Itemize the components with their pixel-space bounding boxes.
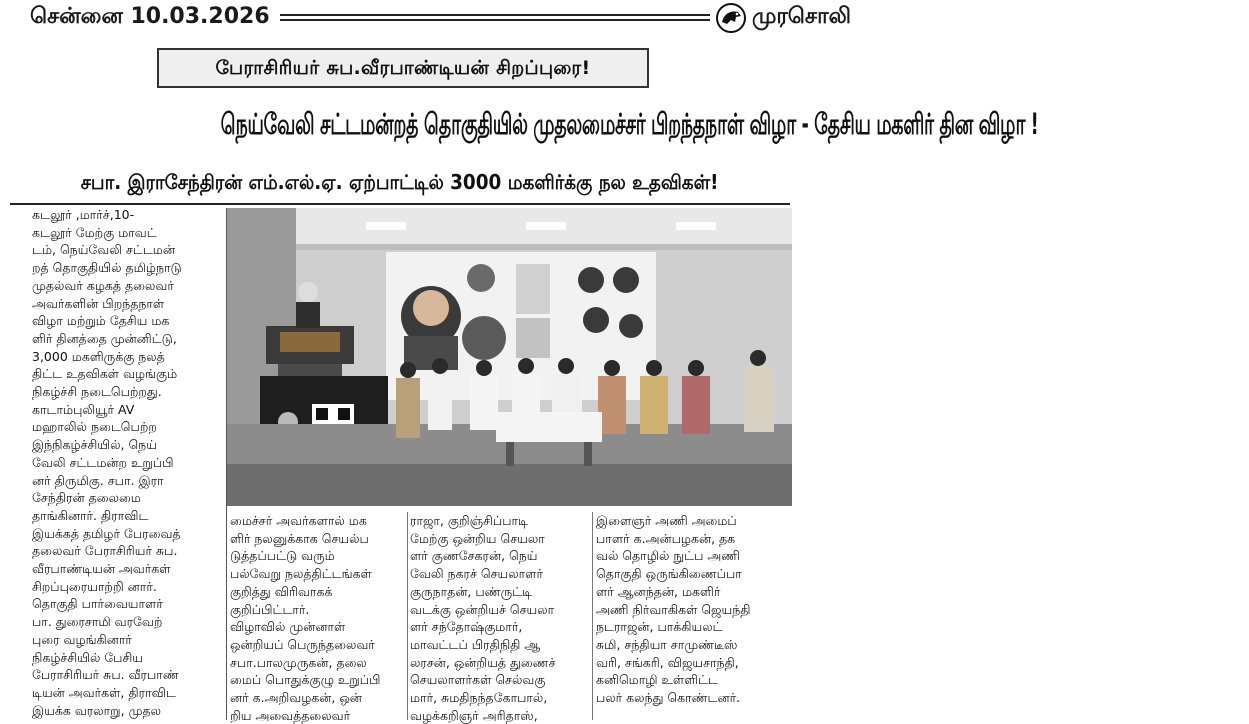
event-photo xyxy=(226,208,792,506)
headline-text: நெய்வேலி சட்டமன்றத் தொகுதியில் முதலமைச்சர் பிறந்தநாள் விழா - தேசிய மகளிர் தின விழா ! xyxy=(220,107,1039,141)
subheadline-text: சபா. இராசேந்திரன் எம்.எல்.ஏ. ஏற்பாட்டில் 3000 மகளிர்க்கு நல உதவிகள்! xyxy=(81,170,719,194)
subheadline xyxy=(10,162,790,202)
kicker-box xyxy=(157,48,649,88)
headline xyxy=(10,96,1039,154)
article-text-b: மைச்சர் அவர்களால் மக ளிர் நலனுக்காக செயல்ப டுத்தப்பட்டு வரும் பல்வேறு நலத்திட்டங்கள் குறித்து விரிவாகக் குறிப்பிட்டார். விழாவில் முன்னாள் ஒன்றியப் பெருந்தலைவர் சபா.பாலமுருகன், தலை மைப் பொதுக்குழு உறுப்பி னர் க.அறிவழகன், ஒன் றிய அவைத்தலைவர் xyxy=(230,513,381,723)
kicker-text: பேராசிரியர் சுப.வீரபாண்டியன் சிறப்புரை! xyxy=(215,57,591,79)
newspaper-logo-icon xyxy=(714,2,748,34)
article-text-c: ராஜா, குறிஞ்சிப்பாடி மேற்கு ஒன்றிய செயலா ளர் குணசேகரன், நெய் வேலி நகரச் செயலாளர் குருநாதன், பண்ருட்டி வடக்கு ஒன்றியச் செயலா ளர் சந்தோஷ்குமார், மாவட்டப் பிரதிநிதி ஆ லரசன், ஒன்றியத் துணைச் செயலாளர்கள் செல்வகு மார், சுமதிநந்தகோபால், வழக்கறிஞர் அரிதாஸ், xyxy=(410,513,556,723)
edition-date: சென்னை 10.03.2026 xyxy=(30,4,270,29)
article-column-left xyxy=(32,206,222,718)
column-divider xyxy=(592,512,593,720)
masthead xyxy=(0,0,851,38)
article-column-d xyxy=(596,512,792,720)
article-column-b xyxy=(230,512,406,723)
column-divider xyxy=(407,512,408,720)
masthead-rule xyxy=(280,14,710,21)
newspaper-name: முரசொலி xyxy=(752,4,851,29)
article-text-d: இளைஞர் அணி அமைப் பாளர் க.அன்பழகன், தக வல் தொழில் நுட்ப அணி தொகுதி ஒருங்கிணைப்பா ளர் ஆனந்தன், மகளிர் அணி நிர்வாகிகள் ஜெயந்தி நடராஜன், பாக்கியலட் சுமி, சந்தியா சாமுண்டீஸ் வரி, சங்கரி, விஜயசாந்தி, கனிமொழி உள்ளிட்ட பலர் கலந்து கொண்டனர். xyxy=(596,513,751,706)
column-divider xyxy=(226,208,227,720)
article-column-c xyxy=(410,512,590,723)
section-divider xyxy=(10,203,790,205)
article-text-left: கடலூர் ,மார்ச்,10- கடலூர் மேற்கு மாவட் டம், நெய்வேலி சட்டமன் றத் தொகுதியில் தமிழ்நாடு முதல்வர் கழகத் தலைவர் அவர்களின் பிறந்தநாள் விழா மற்றும் தேசிய மக ளிர் தினத்தை முன்னிட்டு, 3,000 மகளிருக்கு நலத் திட்ட உதவிகள் வழங்கும் நிகழ்ச்சி நடைபெற்றது. காடாம்புலியூர் AV மஹாலில் நடைபெற்ற இந்நிகழ்ச்சியில், நெய் வேலி சட்டமன்ற உறுப்பி னர் திருமிகு. சபா. இரா சேந்திரன் தலைமை தாங்கினார். திராவிட இயக்கத் தமிழர் பேரவைத் தலைவர் பேராசிரியர் சுப. வீரபாண்டியன் அவர்கள் சிறப்புரையாற்றி னார். தொகுதி பார்வையாளர் பா. துரைசாமி வரவேற் புரை வழங்கினார் நிகழ்ச்சியில் பேசிய பேராசிரியர் சுப. வீரபாண் டியன் அவர்கள், திராவிட இயக்க வரலாறு, முதல xyxy=(32,207,182,718)
